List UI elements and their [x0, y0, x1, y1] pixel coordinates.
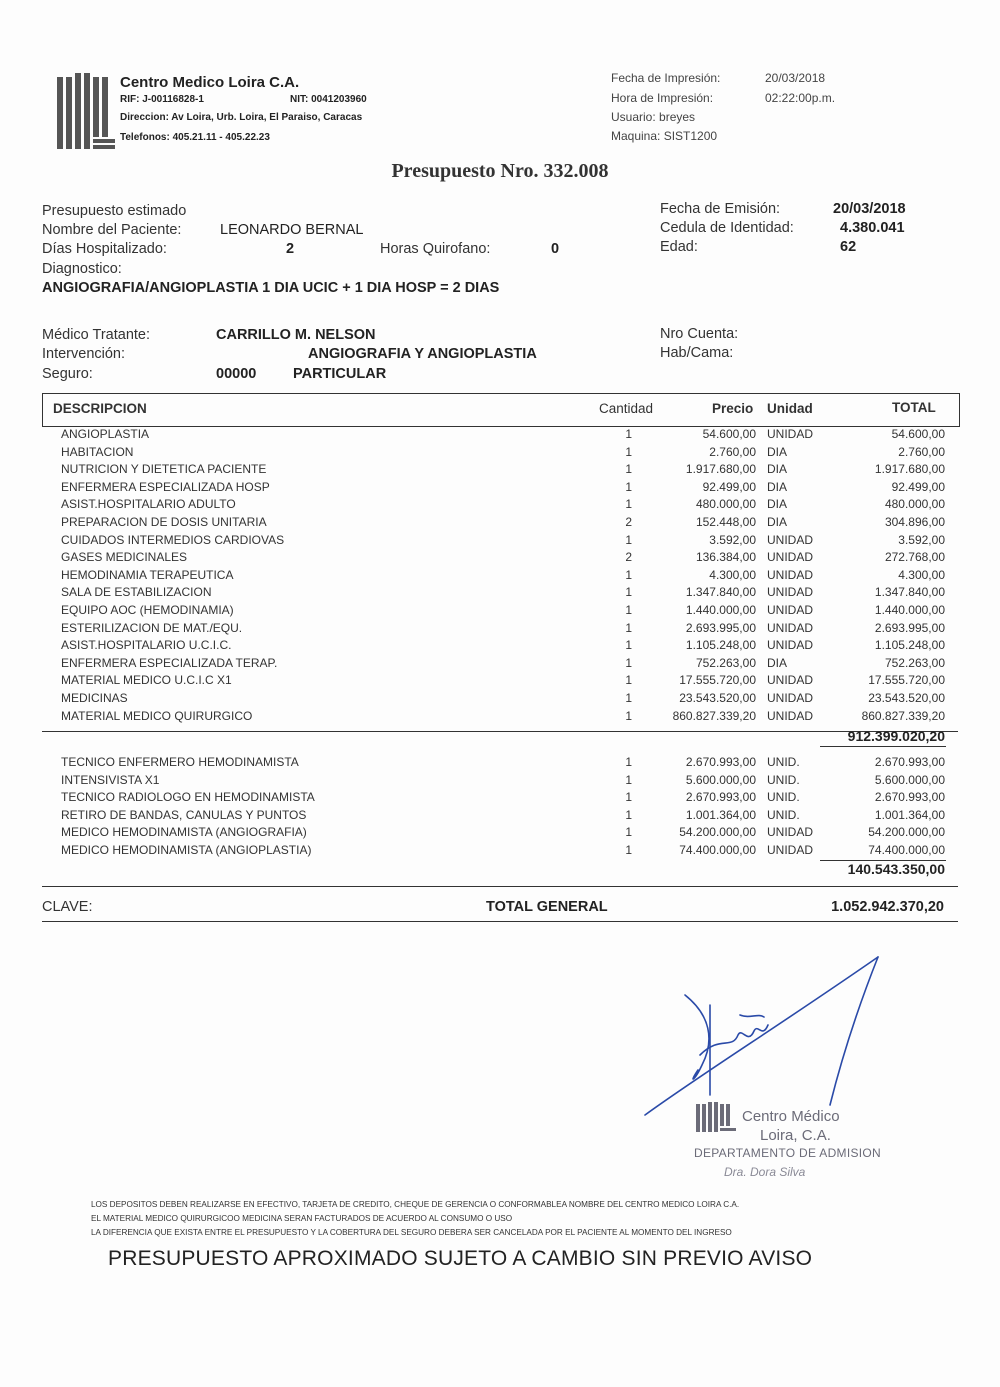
item-unit: DIA [767, 515, 788, 529]
print-date-label: Fecha de Impresión: [611, 71, 721, 85]
item-total: 74.400.000,00 [868, 843, 945, 857]
item-unit: UNIDAD [767, 620, 814, 635]
item-quantity: 1 [625, 708, 632, 723]
item-price: 54.600,00 [702, 427, 756, 441]
doctor-value: CARRILLO M. NELSON [216, 327, 376, 343]
item-description: SALA DE ESTABILIZACION [61, 585, 212, 600]
item-quantity: 1 [625, 603, 632, 617]
document-title: Presupuesto Nro. 332.008 [391, 160, 609, 182]
table-row [0, 427, 1000, 444]
account-label: Nro Cuenta: [660, 326, 739, 342]
item-unit: UNIDAD [767, 603, 814, 617]
item-price: 2.670.993,00 [685, 790, 756, 805]
company-name: Centro Medico Loira C.A. [120, 74, 300, 91]
item-total: 860.827.339,20 [861, 708, 945, 723]
days-label: Días Hospitalizado: [42, 241, 167, 257]
item-price: 1.105.248,00 [685, 638, 756, 653]
doctor-label: Médico Tratante: [42, 327, 150, 343]
item-unit: UNIDAD [767, 673, 814, 688]
item-unit: UNIDAD [767, 585, 814, 600]
item-price: 2.760,00 [709, 444, 756, 459]
item-total: 2.670.993,00 [874, 790, 945, 805]
item-total: 1.917.680,00 [874, 462, 945, 477]
item-total: 54.600,00 [891, 427, 945, 441]
item-quantity: 1 [625, 620, 632, 635]
item-description: ANGIOPLASTIA [61, 427, 150, 441]
days-value: 2 [286, 241, 295, 257]
divider [820, 746, 946, 747]
item-quantity: 1 [625, 462, 632, 477]
stamp-line-3: DEPARTAMENTO DE ADMISION [694, 1146, 882, 1160]
item-quantity: 2 [625, 550, 632, 565]
item-price: 54.200.000,00 [679, 825, 756, 840]
table-row [0, 755, 1000, 772]
print-time-label: Hora de Impresión: [611, 91, 714, 105]
item-price: 3.592,00 [709, 532, 756, 547]
item-quantity: 1 [625, 790, 632, 805]
header-total: TOTAL [892, 400, 936, 415]
disclaimer: PRESUPUESTO APROXIMADO SUJETO A CAMBIO SIN PREVIO AVISO [108, 1247, 813, 1270]
item-quantity: 1 [625, 772, 632, 787]
item-quantity: 1 [625, 673, 632, 688]
item-total: 304.896,00 [884, 515, 945, 529]
room-label: Hab/Cama: [660, 345, 734, 361]
item-description: ASIST.HOSPITALARIO U.C.I.C. [61, 638, 232, 653]
item-unit: DIA [767, 462, 788, 477]
patient-name-label: Nombre del Paciente: [42, 222, 182, 238]
item-total: 4.300,00 [898, 567, 945, 582]
clave-label: CLAVE: [42, 899, 93, 915]
item-price: 2.693.995,00 [685, 620, 756, 635]
item-description: ASIST.HOSPITALARIO ADULTO [61, 497, 236, 512]
header-quantity: Cantidad [599, 401, 654, 416]
estimate-label: Presupuesto estimado [42, 203, 187, 219]
table-row [0, 568, 1000, 585]
item-quantity: 1 [625, 497, 632, 512]
item-description: MEDICO HEMODINAMISTA (ANGIOPLASTIA) [61, 843, 312, 857]
item-description: ENFERMERA ESPECIALIZADA HOSP [61, 479, 270, 494]
item-total: 2.760,00 [898, 444, 945, 459]
insurance-label: Seguro: [42, 366, 93, 382]
table-row [0, 638, 1000, 655]
item-quantity: 1 [625, 755, 632, 769]
item-description: ENFERMERA ESPECIALIZADA TERAP. [61, 655, 278, 670]
table-row [0, 462, 1000, 479]
emission-label: Fecha de Emisión: [660, 201, 781, 217]
total-general-label: TOTAL GENERAL [486, 899, 608, 915]
item-unit: UNID. [767, 755, 800, 769]
item-quantity: 1 [625, 691, 632, 705]
table-row [0, 550, 1000, 567]
id-label: Cedula de Identidad: [660, 220, 794, 236]
table-row [0, 773, 1000, 790]
item-quantity: 1 [625, 825, 632, 840]
table-row [0, 656, 1000, 673]
item-total: 2.693.995,00 [874, 620, 945, 635]
item-unit: DIA [767, 497, 788, 512]
item-description: HABITACION [61, 444, 134, 459]
item-quantity: 1 [625, 567, 632, 582]
table-row [0, 673, 1000, 690]
age-value: 62 [840, 239, 857, 255]
table-row [0, 533, 1000, 550]
item-description: TECNICO RADIOLOGO EN HEMODINAMISTA [61, 790, 315, 805]
item-unit: UNIDAD [767, 567, 814, 582]
insurance-value: PARTICULAR [293, 366, 387, 382]
table-row [0, 825, 1000, 842]
item-quantity: 1 [625, 444, 632, 459]
item-description: CUIDADOS INTERMEDIOS CARDIOVAS [61, 532, 285, 547]
item-description: HEMODINAMIA TERAPEUTICA [61, 567, 234, 582]
company-rif: RIF: J-00116828-1 [120, 94, 204, 105]
item-total: 752.263,00 [884, 655, 945, 670]
item-quantity: 2 [625, 515, 632, 529]
item-unit: UNIDAD [767, 532, 814, 547]
item-unit: UNID. [767, 807, 800, 822]
print-date-value: 20/03/2018 [765, 71, 826, 85]
age-label: Edad: [660, 239, 698, 255]
footnote: EL MATERIAL MEDICO QUIRURGICOO MEDICINA SERAN FACTURADOS DE ACUERDO AL CONSUMO O USO [91, 1214, 513, 1223]
item-quantity: 1 [625, 427, 632, 441]
item-total: 1.001.364,00 [874, 807, 945, 822]
subtotal-1: 912.399.020,20 [847, 728, 945, 744]
item-price: 74.400.000,00 [679, 843, 756, 857]
intervention-label: Intervención: [42, 346, 126, 362]
table-row [0, 790, 1000, 807]
item-total: 272.768,00 [884, 550, 945, 565]
item-quantity: 1 [625, 479, 632, 494]
item-total: 23.543.520,00 [868, 691, 945, 705]
or-hours-value: 0 [551, 241, 560, 257]
item-quantity: 1 [625, 638, 632, 653]
diagnosis-value: ANGIOGRAFIA/ANGIOPLASTIA 1 DIA UCIC + 1 DIA HOSP = 2 DIAS [42, 280, 500, 296]
clinic-logo-icon [57, 73, 115, 149]
item-quantity: 1 [625, 843, 632, 857]
item-description: MEDICINAS [61, 691, 128, 705]
item-price: 1.347.840,00 [685, 585, 756, 600]
item-unit: UNID. [767, 772, 800, 787]
item-total: 1.105.248,00 [874, 638, 945, 653]
item-description: RETIRO DE BANDAS, CANULAS Y PUNTOS [61, 807, 307, 822]
item-price: 5.600.000,00 [685, 772, 756, 787]
item-total: 3.592,00 [898, 532, 945, 547]
item-description: TECNICO ENFERMERO HEMODINAMISTA [61, 755, 299, 769]
table-row [0, 808, 1000, 825]
table-row [0, 585, 1000, 602]
header-description: DESCRIPCION [53, 401, 147, 416]
item-description: MATERIAL MEDICO QUIRURGICO [61, 708, 253, 723]
insurance-code: 00000 [216, 366, 257, 382]
item-unit: UNIDAD [767, 427, 814, 441]
item-total: 17.555.720,00 [868, 673, 945, 688]
company-nit: NIT: 0041203960 [290, 94, 367, 105]
table-header-box [42, 393, 960, 427]
header-unit: Unidad [767, 401, 813, 416]
total-general-value: 1.052.942.370,20 [831, 899, 944, 915]
item-unit: DIA [767, 444, 788, 459]
item-description: INTENSIVISTA X1 [61, 772, 160, 787]
item-price: 4.300,00 [709, 567, 756, 582]
item-total: 1.440.000,00 [874, 603, 945, 617]
stamp-line-4: Dra. Dora Silva [724, 1165, 806, 1179]
item-price: 860.827.339,20 [672, 708, 756, 723]
divider [42, 886, 958, 887]
item-description: MATERIAL MEDICO U.C.I.C X1 [61, 673, 232, 688]
item-unit: DIA [767, 479, 788, 494]
item-price: 2.670.993,00 [685, 755, 756, 769]
print-machine: Maquina: SIST1200 [611, 129, 718, 143]
id-value: 4.380.041 [840, 220, 905, 236]
patient-name: LEONARDO BERNAL [220, 222, 364, 238]
company-phones: Telefonos: 405.21.11 - 405.22.23 [120, 132, 270, 143]
item-quantity: 1 [625, 585, 632, 600]
item-description: MEDICO HEMODINAMISTA (ANGIOGRAFIA) [61, 825, 307, 840]
print-user: Usuario: breyes [611, 110, 696, 124]
diagnosis-label: Diagnostico: [42, 261, 122, 277]
item-unit: UNID. [767, 790, 800, 805]
print-time-value: 02:22:00p.m. [765, 91, 836, 105]
table-row [0, 480, 1000, 497]
table-row [0, 843, 1000, 860]
stamp-line-1: Centro Médico [742, 1108, 840, 1125]
item-quantity: 1 [625, 807, 632, 822]
table-row [0, 445, 1000, 462]
item-price: 1.917.680,00 [685, 462, 756, 477]
item-price: 1.001.364,00 [685, 807, 756, 822]
header-price: Precio [712, 401, 754, 416]
stamp-line-2: Loira, C.A. [760, 1127, 831, 1144]
item-unit: UNIDAD [767, 691, 814, 705]
item-price: 23.543.520,00 [679, 691, 756, 705]
item-description: GASES MEDICINALES [61, 550, 188, 565]
item-unit: UNIDAD [767, 550, 814, 565]
emission-value: 20/03/2018 [833, 201, 906, 217]
company-address: Direccion: Av Loira, Urb. Loira, El Paraiso, Caracas [120, 112, 363, 123]
item-price: 136.384,00 [695, 550, 756, 565]
item-total: 54.200.000,00 [868, 825, 945, 840]
item-price: 17.555.720,00 [679, 673, 756, 688]
table-row [0, 515, 1000, 532]
item-quantity: 1 [625, 655, 632, 670]
item-description: PREPARACION DE DOSIS UNITARIA [61, 515, 267, 529]
signature-icon [640, 955, 880, 1120]
item-unit: UNIDAD [767, 825, 814, 840]
table-row [0, 497, 1000, 514]
item-unit: UNIDAD [767, 843, 814, 857]
item-total: 5.600.000,00 [874, 772, 945, 787]
item-price: 480.000,00 [695, 497, 756, 512]
item-description: EQUIPO AOC (HEMODINAMIA) [61, 603, 234, 617]
footnote: LA DIFERENCIA QUE EXISTA ENTRE EL PRESUPUESTO Y LA COBERTURA DEL SEGURO DEBERA SER CANCELADA POR EL PACIENTE AL MOMENTO DEL INGRESO [91, 1228, 732, 1237]
item-unit: DIA [767, 655, 788, 670]
subtotal-2: 140.543.350,00 [847, 861, 945, 877]
or-hours-label: Horas Quirofano: [380, 241, 491, 257]
item-price: 152.448,00 [695, 515, 756, 529]
item-unit: UNIDAD [767, 708, 814, 723]
table-row [0, 691, 1000, 708]
table-row [0, 603, 1000, 620]
item-total: 92.499,00 [891, 479, 945, 494]
item-price: 1.440.000,00 [685, 603, 756, 617]
item-quantity: 1 [625, 532, 632, 547]
divider [42, 921, 958, 922]
item-total: 1.347.840,00 [874, 585, 945, 600]
item-description: NUTRICION Y DIETETICA PACIENTE [61, 462, 267, 477]
intervention-value: ANGIOGRAFIA Y ANGIOPLASTIA [308, 346, 537, 362]
footnote: LOS DEPOSITOS DEBEN REALIZARSE EN EFECTIVO, TARJETA DE CREDITO, CHEQUE DE GERENCIA O CONFORMABLEA NOMBRE DEL CENTRO MEDICO LOIRA C.A. [91, 1200, 740, 1209]
item-unit: UNIDAD [767, 638, 814, 653]
item-total: 480.000,00 [884, 497, 945, 512]
item-description: ESTERILIZACION DE MAT./EQU. [61, 620, 243, 635]
item-price: 752.263,00 [695, 655, 756, 670]
table-row [0, 621, 1000, 638]
table-row [0, 709, 1000, 726]
item-total: 2.670.993,00 [874, 755, 945, 769]
item-price: 92.499,00 [702, 479, 756, 494]
